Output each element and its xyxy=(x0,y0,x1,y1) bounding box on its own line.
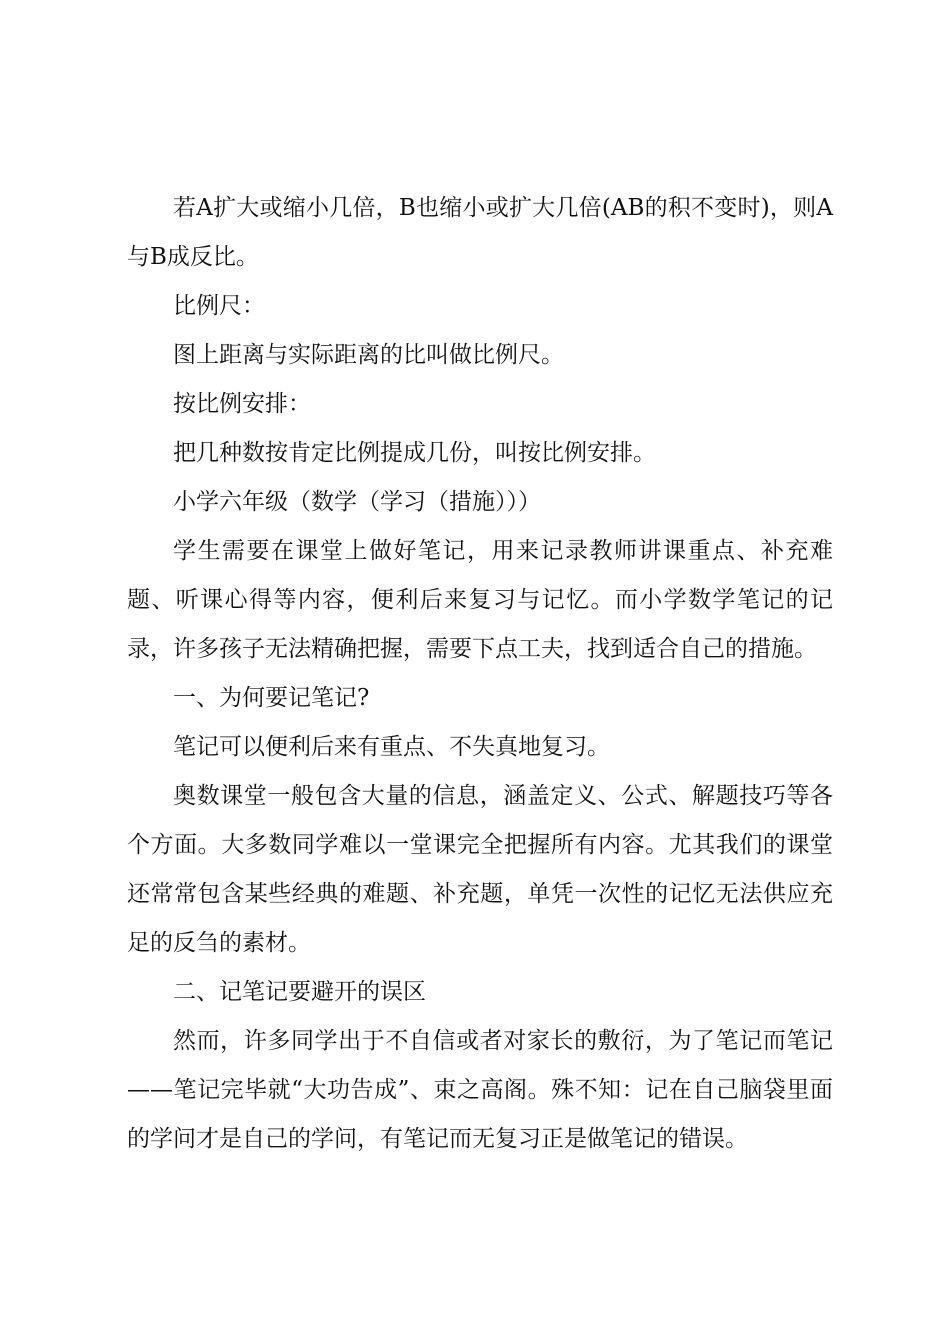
paragraph-inverse-proportion: 若A扩大或缩小几倍，B也缩小或扩大几倍(AB的积不变时)，则A与B成反比。 xyxy=(127,195,833,270)
heading-note-mistakes: 二、记笔记要避开的误区 xyxy=(173,979,426,1005)
heading-scale: 比例尺： xyxy=(173,293,265,319)
paragraph-notes-benefit: 笔记可以便利后来有重点、不失真地复习。 xyxy=(173,734,610,760)
paragraph-note-mistakes: 然而，许多同学出于不自信或者对家长的敷衍，为了笔记而笔记——笔记完毕就“大功告成”、束之高阁。殊不知：记在自己脑袋里面的学问才是自己的学问，有笔记而无复习正是做笔记的错误。 xyxy=(127,1028,833,1152)
section-title-study-methods: 小学六年级（数学（学习（措施））） xyxy=(173,489,541,515)
heading-proportional-distribution: 按比例安排： xyxy=(173,391,311,417)
document-body xyxy=(127,184,833,1164)
heading-why-take-notes: 一、为何要记笔记? xyxy=(173,685,370,711)
paragraph-proportional-distribution: 把几种数按肯定比例提成几份，叫按比例安排。 xyxy=(173,440,656,466)
paragraph-scale-definition: 图上距离与实际距离的比叫做比例尺。 xyxy=(173,342,564,368)
paragraph-note-taking-intro: 学生需要在课堂上做好笔记，用来记录教师讲课重点、补充难题、听课心得等内容，便利后来复习与记忆。而小学数学笔记的记录，许多孩子无法精确把握，需要下点工夫，找到适合自己的措施。 xyxy=(127,538,833,662)
paragraph-class-content: 奥数课堂一般包含大量的信息，涵盖定义、公式、解题技巧等各个方面。大多数同学难以一堂课完全把握所有内容。尤其我们的课堂还常常包含某些经典的难题、补充题，单凭一次性的记忆无法供应充足的反刍的素材。 xyxy=(127,783,833,956)
